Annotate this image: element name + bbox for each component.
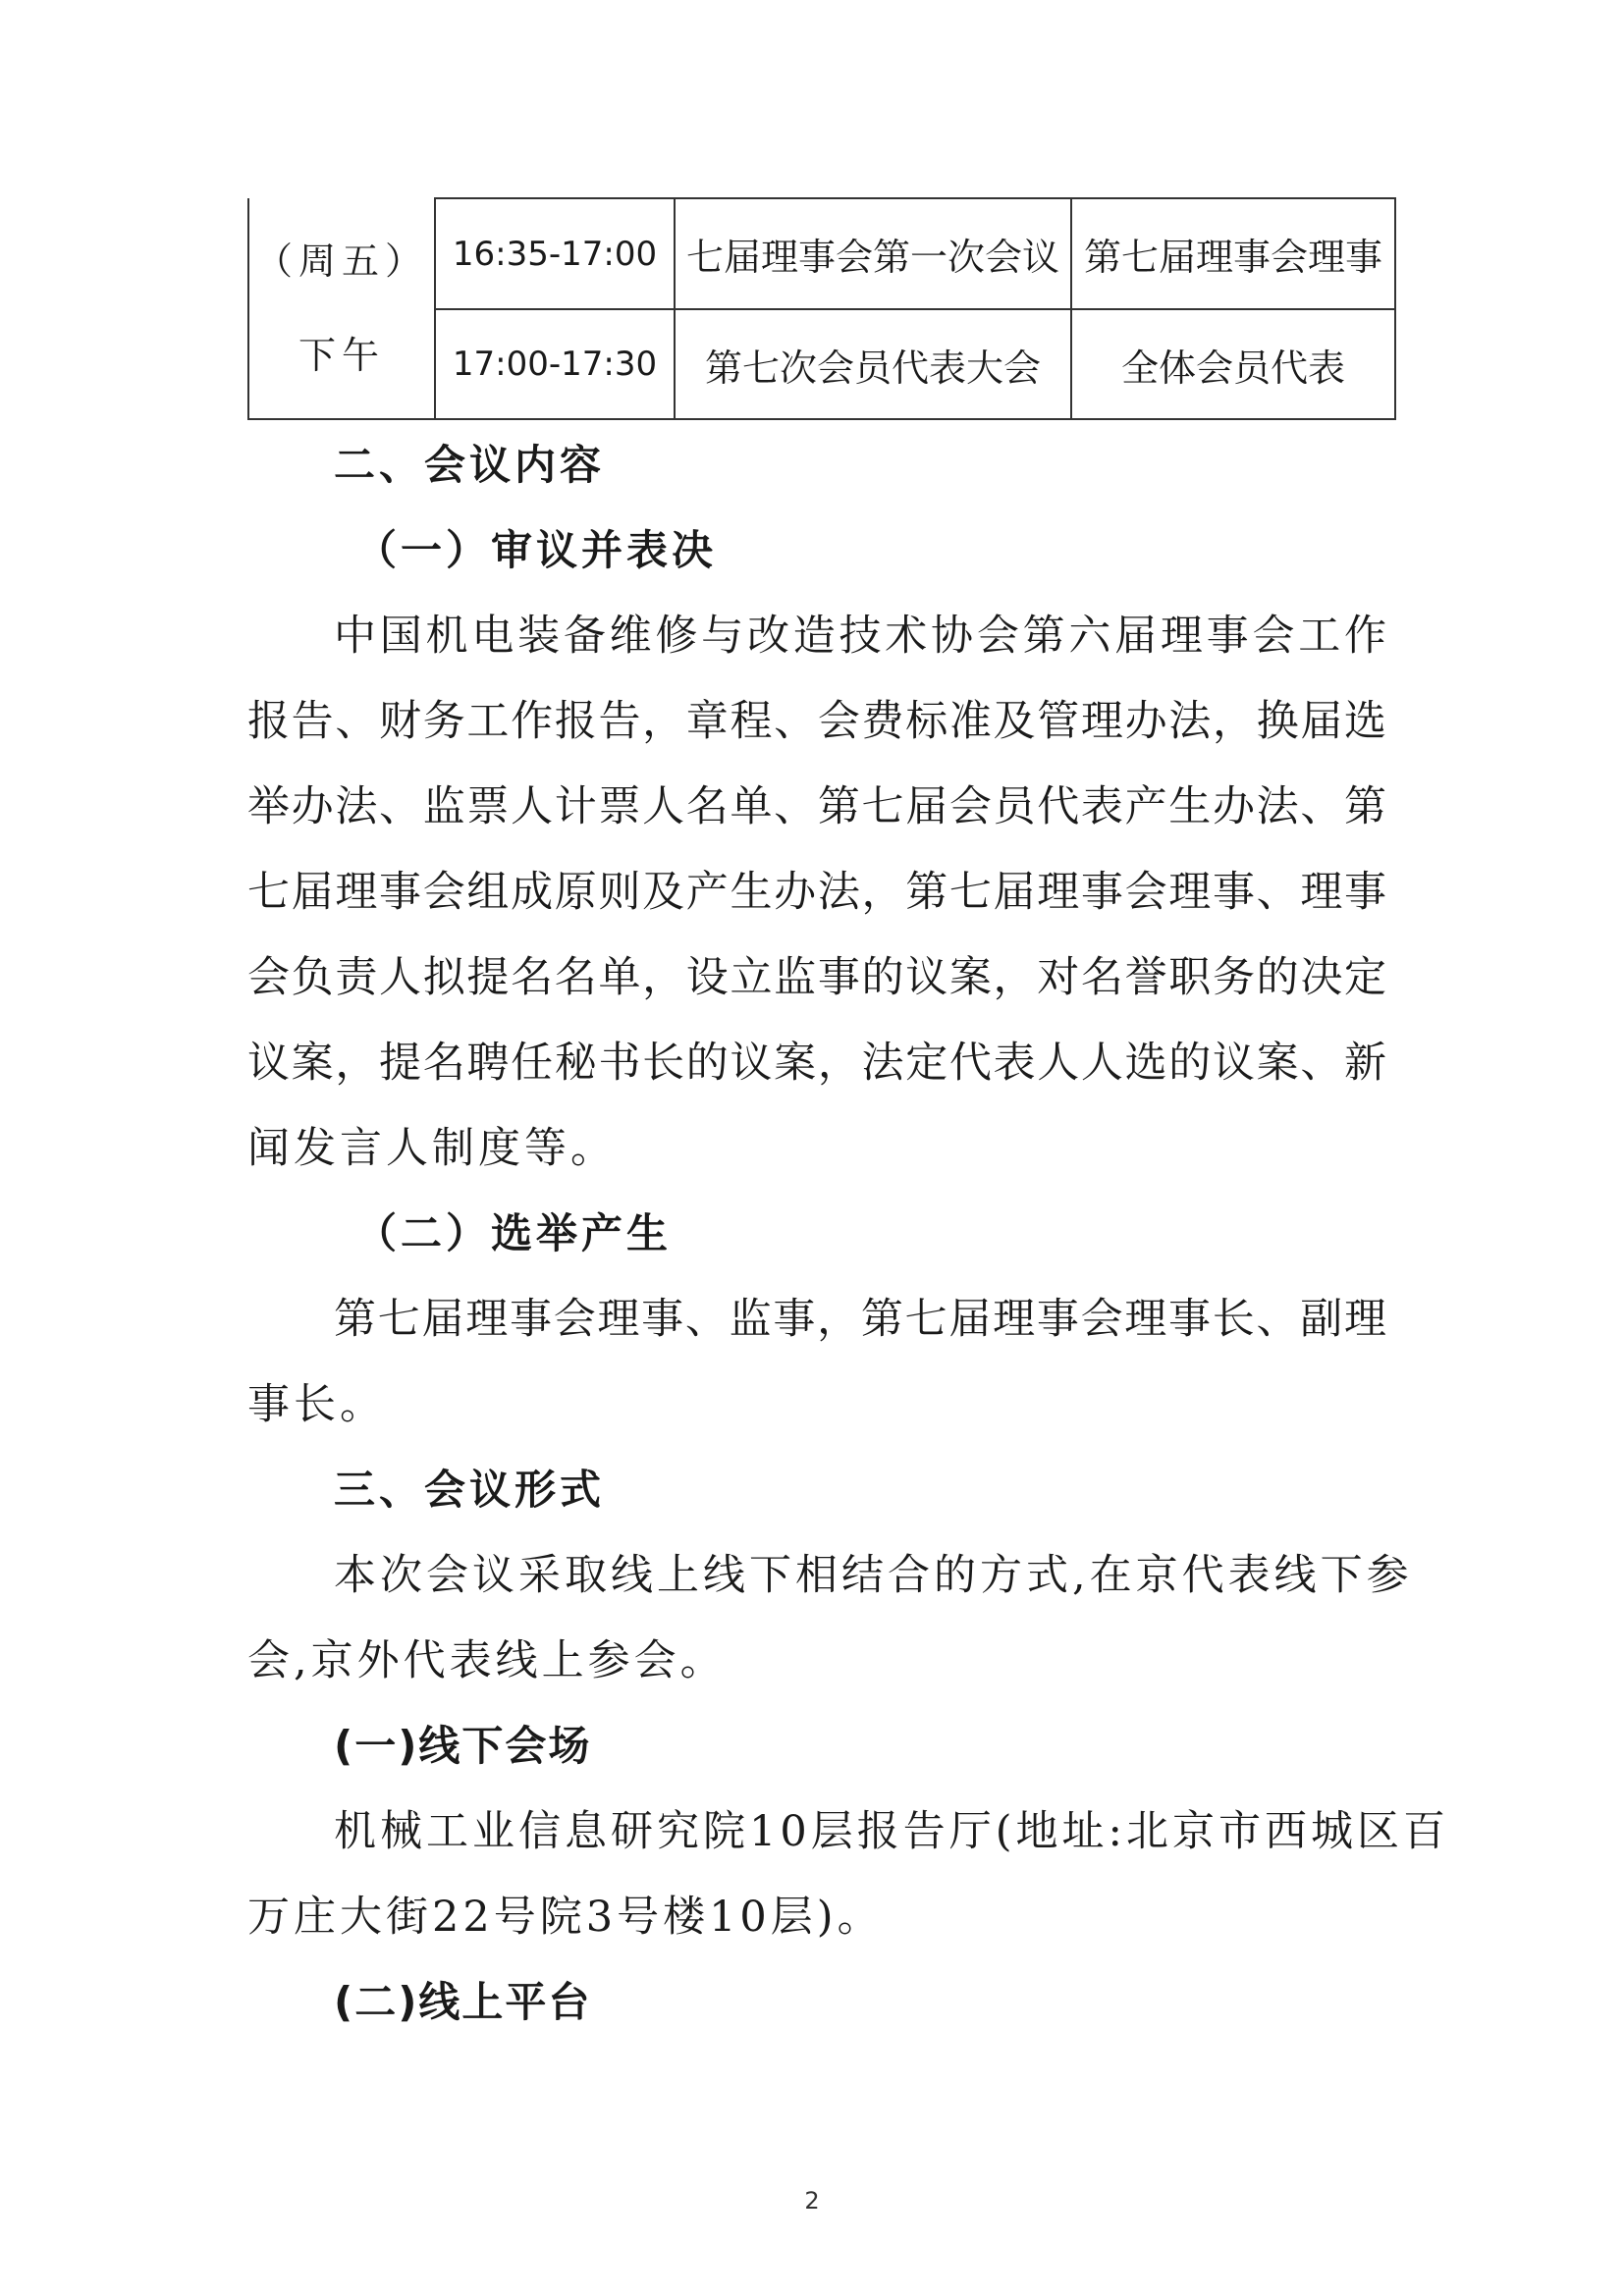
- agenda-item-cell: 第七次会员代表大会: [675, 309, 1071, 419]
- subsection-heading-online-platform: (二)线上平台: [334, 1978, 592, 2026]
- paragraph-line: 七届理事会组成原则及产生办法，第七届理事会理事、理事: [247, 868, 1386, 917]
- paragraph-line: 第七届理事会理事、监事，第七届理事会理事长、副理: [334, 1295, 1386, 1344]
- section-heading-meeting-format: 三、会议形式: [334, 1466, 606, 1514]
- table-row: [248, 198, 1395, 309]
- day-label: （周五）: [254, 240, 428, 283]
- subsection-heading-election: （二）选举产生: [355, 1209, 673, 1257]
- time-cell: 17:00-17:30: [435, 309, 675, 419]
- paragraph-line: 万庄大街22号院3号楼10层)。: [247, 1893, 884, 1942]
- paragraph-line: 闻发言人制度等。: [247, 1124, 617, 1173]
- paragraph-line: 议案，提名聘任秘书长的议案，法定代表人人选的议案、新: [247, 1039, 1386, 1088]
- time-cell: 16:35-17:00: [435, 198, 675, 309]
- schedule-table: [247, 197, 1396, 420]
- paragraph-line: 事长。: [247, 1380, 386, 1429]
- page-number: 2: [804, 2187, 820, 2215]
- agenda-item-cell: 七届理事会第一次会议: [675, 198, 1071, 309]
- paragraph-line: 会,京外代表线上参会。: [247, 1636, 727, 1685]
- subsection-heading-offline-venue: (一)线下会场: [334, 1722, 592, 1770]
- period-label: 下午: [298, 334, 385, 377]
- paragraph-line: 报告、财务工作报告，章程、会费标准及管理办法，换届选: [247, 697, 1386, 746]
- paragraph-line: 本次会议采取线上线下相结合的方式,在京代表线下参: [334, 1551, 1413, 1600]
- paragraph-line: 举办法、监票人计票人名单、第七届会员代表产生办法、第: [247, 782, 1386, 831]
- section-heading-meeting-content: 二、会议内容: [334, 441, 606, 489]
- subsection-heading-review-vote: （一）审议并表决: [355, 526, 718, 574]
- attendees-cell: 第七届理事会理事: [1071, 198, 1395, 309]
- day-cell: [248, 198, 435, 419]
- paragraph-line: 机械工业信息研究院10层报告厅(地址:北京市西城区百: [334, 1807, 1449, 1856]
- attendees-cell: 全体会员代表: [1071, 309, 1395, 419]
- paragraph-line: 会负责人拟提名名单，设立监事的议案，对名誉职务的决定: [247, 953, 1386, 1002]
- paragraph-line: 中国机电装备维修与改造技术协会第六届理事会工作: [334, 612, 1386, 661]
